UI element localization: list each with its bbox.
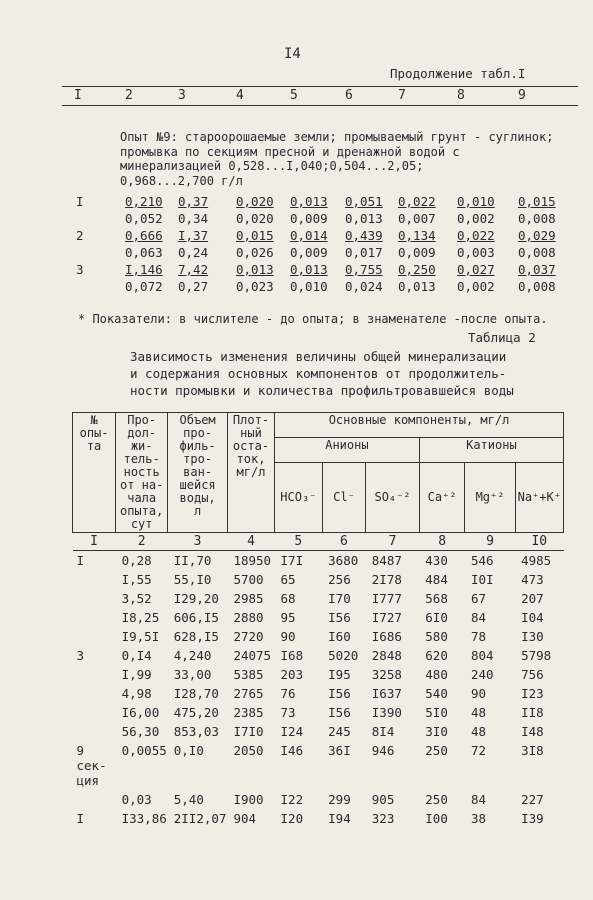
- table2-column-number: 9: [465, 533, 515, 551]
- table2-cell-cl: 36I: [328, 743, 351, 758]
- table2-cell-mg: 48: [470, 705, 487, 720]
- header-so4: SO₄⁻²: [366, 463, 420, 533]
- header-ca: Ca⁺²: [419, 463, 465, 533]
- table2-cell-hco3: I20: [280, 811, 304, 826]
- table1-cell: 0,022: [398, 194, 436, 209]
- table2-cell-hco3: 73: [280, 705, 296, 720]
- table1-cell: 0,013: [236, 262, 274, 277]
- table2-cell-d: I9,5I: [121, 629, 160, 644]
- table1-cell: 0,020: [236, 211, 274, 226]
- table2-cell-so4: I390: [371, 705, 402, 720]
- table2-cell-exp: I: [76, 811, 85, 826]
- table2-cell-mg: 240: [470, 667, 494, 682]
- table2-cell-mg: 84: [470, 610, 487, 625]
- table2-row: [73, 589, 564, 608]
- header-hco3: HCO₃⁻: [275, 463, 323, 533]
- table2-cell-so4: 905: [371, 792, 395, 807]
- table2-title-line: и содержания основных компонентов от продолжитель-: [130, 366, 507, 381]
- experiment-description: [120, 130, 580, 188]
- table1-cell: 0,015: [518, 194, 556, 209]
- table2-cell-exp: [73, 627, 116, 646]
- table1-row: [0, 228, 593, 245]
- table1-cell: 0,009: [290, 211, 328, 226]
- table2-cell-v: 5,40: [173, 792, 204, 807]
- table2-cell-mg: 67: [470, 591, 487, 606]
- table1-cell: I,146: [125, 262, 163, 277]
- table1-cell: 0,008: [518, 211, 556, 226]
- table1-cell: 0,029: [518, 228, 556, 243]
- table2-cell-ca: 620: [425, 648, 448, 663]
- table2-cell-d: 3,52: [121, 591, 152, 606]
- table2-cell-ca: 430: [425, 553, 448, 568]
- table2-cell-mg: 804: [470, 648, 494, 663]
- table2-cell-nak: II8: [521, 705, 544, 720]
- table2-cell-exp: 3: [76, 648, 85, 663]
- table1-cell: 0,007: [398, 211, 436, 226]
- table2-cell-so4: I727: [371, 610, 402, 625]
- table1-cell: 0,003: [457, 245, 495, 260]
- table2-cell-r: 2880: [233, 610, 264, 625]
- table2-cell-hco3: I22: [280, 792, 304, 807]
- table2-column-number: 6: [322, 533, 366, 551]
- table2-cell-hco3: I24: [280, 724, 304, 739]
- table2-cell-mg: I0I: [470, 572, 494, 587]
- table2-cell-hco3: 95: [280, 610, 296, 625]
- table2-row: [73, 809, 564, 828]
- table2-cell-exp: [73, 790, 116, 809]
- table2-cell-cl: 3680: [328, 553, 359, 568]
- table2-cell-nak: 227: [521, 792, 544, 807]
- table1-column-number: 7: [398, 88, 406, 103]
- table2-cell-mg: 78: [470, 629, 487, 644]
- table2-cell-v: 33,00: [173, 667, 212, 682]
- table1-cell: 0,010: [290, 279, 328, 294]
- table2-cell-v: I28,70: [173, 686, 219, 701]
- table1-cell: 0,015: [236, 228, 274, 243]
- table1-cell: 0,014: [290, 228, 328, 243]
- table2-cell-ca: 250: [425, 792, 448, 807]
- table2-cell-nak: 756: [521, 667, 544, 682]
- table1-column-number: 9: [518, 88, 526, 103]
- table1-cell: 0,010: [457, 194, 495, 209]
- table2-cell-ca: 480: [425, 667, 448, 682]
- table2-cell-v: 4,240: [173, 648, 212, 663]
- table2-cell-so4: I686: [371, 629, 402, 644]
- table2-cell-exp: [73, 703, 116, 722]
- table1-cell: 0,013: [290, 262, 328, 277]
- table1-row-label: 3: [76, 262, 84, 277]
- table2-cell-v: I29,20: [173, 591, 219, 606]
- table2-cell-r: 2050: [233, 743, 264, 758]
- table2-cell-d: 4,98: [121, 686, 152, 701]
- table2-cell-v: 853,03: [173, 724, 219, 739]
- table2-cell-mg: 90: [470, 686, 487, 701]
- header-anions: Анионы: [275, 438, 420, 463]
- table2-row: [73, 608, 564, 627]
- table1-cell: I,37: [178, 228, 209, 243]
- table2-cell-so4: 3258: [371, 667, 402, 682]
- table2-cell-so4: 323: [371, 811, 395, 826]
- table1-cell: 0,051: [345, 194, 383, 209]
- experiment-line: минерализацией 0,528...I,040;0,504...2,05;: [120, 159, 424, 173]
- table2-cell-nak: I39: [521, 811, 544, 826]
- table2-cell-v: 628,I5: [173, 629, 219, 644]
- table2-cell-v: 475,20: [173, 705, 219, 720]
- table2-cell-ca: 5I0: [425, 705, 448, 720]
- table2-cell-r: 5385: [233, 667, 264, 682]
- table1-column-number: 6: [345, 88, 353, 103]
- table1-column-number: 5: [290, 88, 298, 103]
- table2-title-line: Зависимость изменения величины общей минерализации: [130, 349, 507, 364]
- table2-title-line: ности промывки и количества профильтровавшейся воды: [130, 383, 514, 398]
- table1-body: [0, 194, 593, 296]
- table2-label: Таблица 2: [468, 330, 536, 345]
- table2-column-number: 5: [275, 533, 323, 551]
- table2-row: [73, 570, 564, 589]
- table1-cell: 0,052: [125, 211, 163, 226]
- table2-cell-mg: 72: [470, 743, 487, 758]
- table2-cell-exp: [73, 722, 116, 741]
- table1-cell: 7,42: [178, 262, 209, 277]
- table2-cell-nak: 4985: [521, 553, 552, 568]
- header-experiment-no: № опы- та: [73, 413, 116, 533]
- table1-row-label: I: [76, 194, 84, 209]
- table2-column-number: 3: [168, 533, 228, 551]
- header-na-k: Na⁺+K⁺: [515, 463, 563, 533]
- table1-cell: 0,002: [457, 279, 495, 294]
- table2-cell-d: I8,25: [121, 610, 160, 625]
- table1-column-numbers: [0, 88, 593, 104]
- table2-cell-cl: I56: [328, 610, 351, 625]
- table2-cell-r: 2765: [233, 686, 264, 701]
- table1-cell: 0,024: [345, 279, 383, 294]
- table2-cell-nak: I48: [521, 724, 544, 739]
- table2-cell-hco3: 65: [280, 572, 296, 587]
- table2-cell-nak: 207: [521, 591, 544, 606]
- table2-cell-ca: 250: [425, 743, 448, 758]
- table2-cell-mg: 84: [470, 792, 487, 807]
- table2-row: [73, 722, 564, 741]
- table2-cell-d: 0,03: [121, 792, 152, 807]
- table2-cell-hco3: 90: [280, 629, 296, 644]
- table1-cell: 0,013: [398, 279, 436, 294]
- table2-cell-r: 904: [233, 811, 257, 826]
- table1-cell: 0,755: [345, 262, 383, 277]
- table2-cell-d: I6,00: [121, 705, 160, 720]
- table2-cell-exp: [73, 589, 116, 608]
- table2-cell-r: 5700: [233, 572, 264, 587]
- table2-cell-nak: I04: [521, 610, 544, 625]
- table2-row: [73, 646, 564, 665]
- table1-column-number: 3: [178, 88, 186, 103]
- page-number: I4: [284, 46, 301, 62]
- table1-header-bottom-rule: [62, 105, 578, 106]
- table1-cell: 0,008: [518, 245, 556, 260]
- table2-cell-cl: I60: [328, 629, 351, 644]
- table1-cell: 0,37: [178, 194, 209, 209]
- table1-row-label: 2: [76, 228, 84, 243]
- table2-column-number: 8: [419, 533, 465, 551]
- table2-cell-v: 0,I0: [173, 743, 204, 758]
- table2-row: [73, 790, 564, 809]
- table2-cell-cl: I56: [328, 686, 351, 701]
- table1-cell: 0,013: [345, 211, 383, 226]
- table2-cell-v: 55,I0: [173, 572, 212, 587]
- table2-row: [73, 684, 564, 703]
- table2-cell-hco3: I46: [280, 743, 304, 758]
- table2-cell-ca: 6I0: [425, 610, 448, 625]
- table1-column-number: 2: [125, 88, 133, 103]
- table2-row: [73, 627, 564, 646]
- table1-row: [0, 262, 593, 279]
- header-volume: Объем про- филь- тро- ван- шейся воды, л: [168, 413, 228, 533]
- table2-title: [130, 348, 514, 399]
- table2-cell-d: 0,0055: [121, 743, 167, 758]
- table2-cell-r: 2385: [233, 705, 264, 720]
- header-mg: Mg⁺²: [465, 463, 515, 533]
- table1-cell: 0,009: [398, 245, 436, 260]
- table2-cell-cl: I56: [328, 705, 351, 720]
- table2-column-number: 4: [227, 533, 274, 551]
- header-main-components: Основные компоненты, мг/л: [275, 413, 564, 438]
- table2-cell-exp: [73, 608, 116, 627]
- table2-column-number: 2: [116, 533, 168, 551]
- table1-row: [0, 245, 593, 262]
- table2-cell-so4: 8487: [371, 553, 402, 568]
- table2-row: [73, 741, 564, 790]
- table2-cell-r: I900: [233, 792, 264, 807]
- table2-cell-exp: 9 сек- ция: [76, 743, 107, 788]
- header-duration: Про- дол- жи- тель- ность от на- чала опыта, сут: [116, 413, 168, 533]
- table2-column-numbers: [73, 533, 564, 551]
- table2-cell-v: 2II2,07: [173, 811, 227, 826]
- table1-cell: 0,022: [457, 228, 495, 243]
- table2-cell-cl: I70: [328, 591, 351, 606]
- table1-cell: 0,134: [398, 228, 436, 243]
- table1-cell: 0,027: [457, 262, 495, 277]
- table2-cell-exp: [73, 665, 116, 684]
- table2-cell-nak: 5798: [521, 648, 552, 663]
- table2-cell-exp: [73, 684, 116, 703]
- header-dry-residue: Плот- ный оста- ток, мг/л: [227, 413, 274, 533]
- table2-cell-d: I,99: [121, 667, 152, 682]
- table2-cell-exp: I: [76, 553, 85, 568]
- table2-cell-nak: 3I8: [521, 743, 544, 758]
- table2-cell-hco3: 203: [280, 667, 304, 682]
- table2-cell-hco3: 68: [280, 591, 296, 606]
- table2-cell-d: 0,I4: [121, 648, 152, 663]
- table1-cell: 0,072: [125, 279, 163, 294]
- experiment-line: Опыт №9: староорошаемые земли; промываемый грунт - суглинок;: [120, 130, 554, 144]
- table1-cell: 0,009: [290, 245, 328, 260]
- table1-row: [0, 279, 593, 296]
- table1-cell: 0,24: [178, 245, 209, 260]
- table2-cell-r: 18950: [233, 553, 272, 568]
- table2-cell-so4: 2848: [371, 648, 402, 663]
- table1-cell: 0,27: [178, 279, 209, 294]
- table1-cell: 0,666: [125, 228, 163, 243]
- table2-column-number: I: [73, 533, 116, 551]
- table1-column-number: 8: [457, 88, 465, 103]
- table2-cell-ca: 484: [425, 572, 448, 587]
- table2-cell-ca: I00: [425, 811, 448, 826]
- table1-cell: 0,210: [125, 194, 163, 209]
- table2-cell-ca: 568: [425, 591, 448, 606]
- table2-cell-d: I33,86: [121, 811, 167, 826]
- table2-column-number: I0: [515, 533, 563, 551]
- table2-cell-cl: 256: [328, 572, 351, 587]
- table1-cell: 0,008: [518, 279, 556, 294]
- table1-cell: 0,002: [457, 211, 495, 226]
- table2-cell-ca: 580: [425, 629, 448, 644]
- table2-cell-cl: I94: [328, 811, 351, 826]
- table2-cell-hco3: 76: [280, 686, 296, 701]
- table1-header-top-rule: [62, 86, 578, 87]
- table1-cell: 0,439: [345, 228, 383, 243]
- table-continuation-label: Продолжение табл.I: [390, 66, 526, 81]
- table2-cell-hco3: I7I: [280, 553, 304, 568]
- table1-cell: 0,250: [398, 262, 436, 277]
- table1-cell: 0,017: [345, 245, 383, 260]
- table2-cell-ca: 3I0: [425, 724, 448, 739]
- table2-cell-nak: I23: [521, 686, 544, 701]
- footnote: * Показатели: в числителе - до опыта; в знаменателе -после опыта.: [78, 312, 548, 326]
- table2-cell-so4: I777: [371, 591, 402, 606]
- table2-cell-cl: 299: [328, 792, 351, 807]
- table2-cell-nak: I30: [521, 629, 544, 644]
- table1-cell: 0,063: [125, 245, 163, 260]
- table1-cell: 0,026: [236, 245, 274, 260]
- table1-row: [0, 194, 593, 211]
- table2-cell-cl: I95: [328, 667, 351, 682]
- table2-cell-r: 2720: [233, 629, 264, 644]
- table2-row: [73, 551, 564, 571]
- table2-cell-r: 2985: [233, 591, 264, 606]
- table1-cell: 0,013: [290, 194, 328, 209]
- table2-cell-so4: 2I78: [371, 572, 402, 587]
- table2-cell-so4: 8I4: [371, 724, 395, 739]
- table2-cell-so4: I637: [371, 686, 402, 701]
- table1-cell: 0,023: [236, 279, 274, 294]
- table2-cell-cl: 5020: [328, 648, 359, 663]
- table2-cell-cl: 245: [328, 724, 351, 739]
- experiment-line: 0,968...2,700 г/л: [120, 173, 243, 188]
- table2: [72, 412, 564, 828]
- table1-cell: 0,037: [518, 262, 556, 277]
- table2-row: [73, 665, 564, 684]
- experiment-line: промывка по секциям пресной и дренажной водой с: [120, 144, 460, 159]
- table2-cell-r: I7I0: [233, 724, 264, 739]
- header-cations: Катионы: [419, 438, 563, 463]
- table2-cell-v: 606,I5: [173, 610, 219, 625]
- table1-column-number: I: [74, 88, 82, 103]
- header-cl: Cl⁻: [322, 463, 366, 533]
- table1-row: [0, 211, 593, 228]
- table2-cell-so4: 946: [371, 743, 395, 758]
- table2-cell-exp: [73, 570, 116, 589]
- table2-cell-d: I,55: [121, 572, 152, 587]
- table2-column-number: 7: [366, 533, 420, 551]
- table1-cell: 0,34: [178, 211, 209, 226]
- table2-cell-nak: 473: [521, 572, 544, 587]
- table1-cell: 0,020: [236, 194, 274, 209]
- table2-cell-mg: 48: [470, 724, 487, 739]
- table2-cell-d: 0,28: [121, 553, 152, 568]
- table2-cell-ca: 540: [425, 686, 448, 701]
- table2-row: [73, 703, 564, 722]
- table2-cell-mg: 38: [470, 811, 487, 826]
- table2-cell-r: 24075: [233, 648, 272, 663]
- table2-cell-hco3: I68: [280, 648, 304, 663]
- table2-cell-d: 56,30: [121, 724, 160, 739]
- table2-cell-mg: 546: [470, 553, 494, 568]
- table2-cell-v: II,70: [173, 553, 212, 568]
- table1-column-number: 4: [236, 88, 244, 103]
